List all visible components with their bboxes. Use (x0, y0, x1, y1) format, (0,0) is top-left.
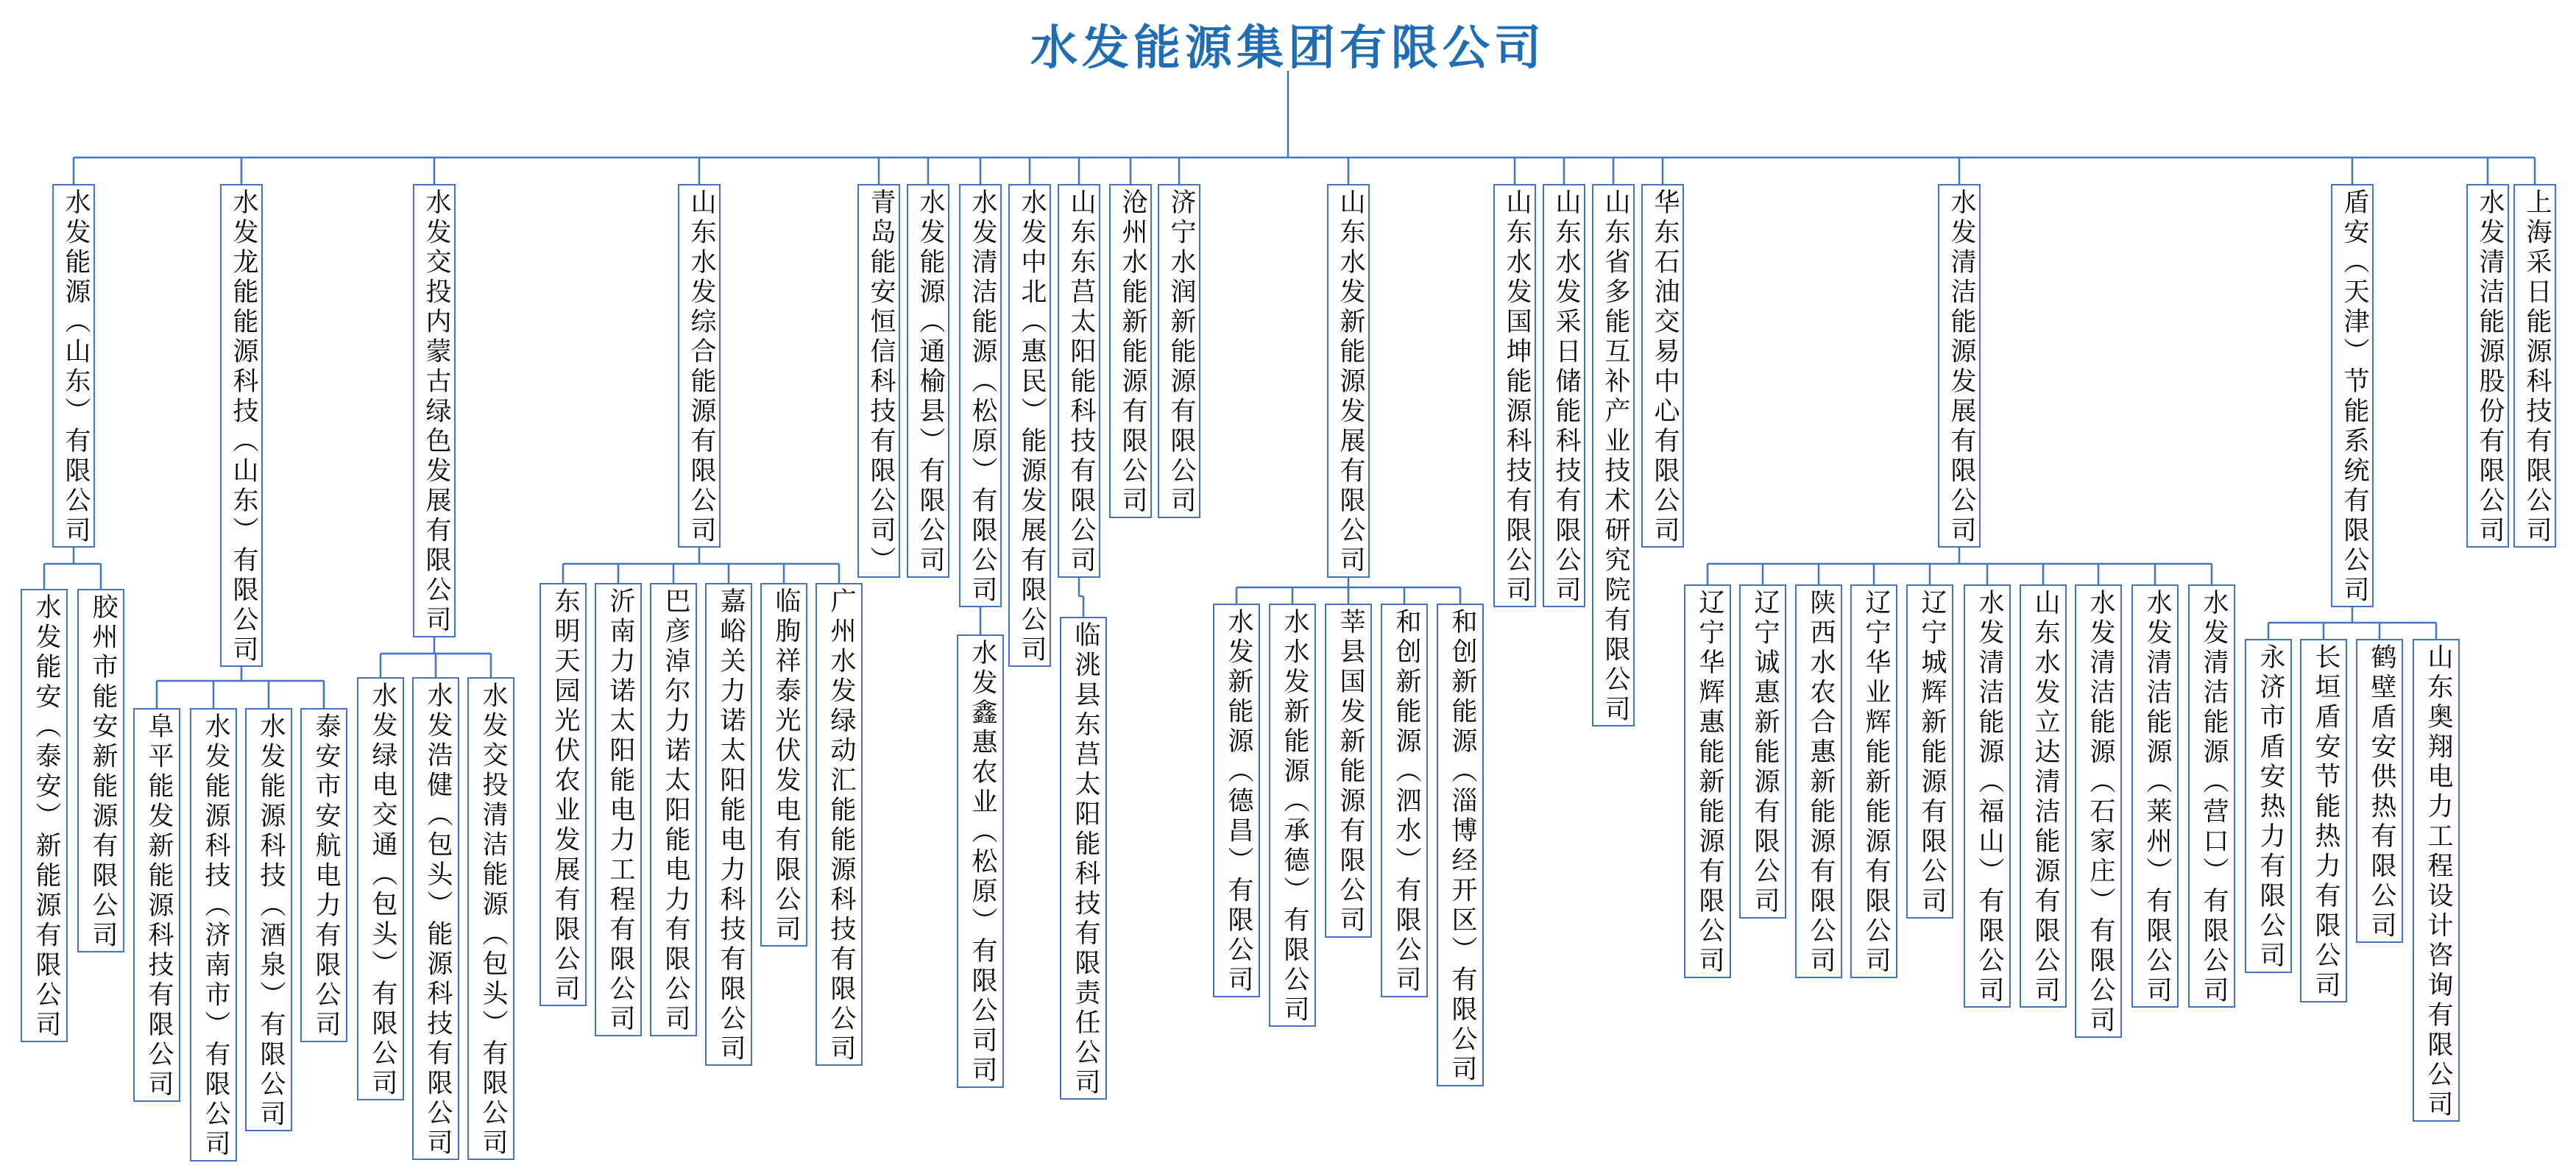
org-chart-title: 水发能源集团有限公司 (1030, 21, 1546, 76)
company-box-level3: 辽宁诚惠新能源有限公司 (1739, 584, 1786, 919)
company-box-level2: 水发中北（惠民）能源发展有限公司 (1008, 184, 1051, 667)
company-box-level3: 水发能源科技（济南市）有限公司 (190, 708, 237, 1161)
company-box-level2: 沧州水能新能源有限公司 (1109, 184, 1152, 518)
company-box-level3: 和创新能源（泗水）有限公司 (1381, 604, 1428, 997)
company-box-level3: 阜平能发新能源科技有限公司 (133, 708, 180, 1102)
company-box-level3: 山东奥翔电力工程设计咨询有限公司 (2413, 639, 2460, 1122)
company-box-level2: 山东水发国坤能源科技有限公司 (1493, 184, 1536, 607)
company-box-level2: 山东水发新能源发展有限公司 (1327, 184, 1370, 578)
company-box-level2: 山东水发采日储能科技有限公司 (1543, 184, 1585, 607)
company-box-level2: 水发能源（通榆县）有限公司 (907, 184, 949, 578)
company-box-level3: 东明天园光伏农业发展有限公司 (539, 583, 587, 1006)
company-box-level3: 和创新能源（淄博经开区）有限公司 (1437, 604, 1484, 1086)
company-box-level3: 水发交投清洁能源（包头）有限公司 (467, 677, 514, 1160)
company-box-level2: 青岛能安恒信科技有限公司） (857, 184, 900, 578)
company-box-level3: 水发鑫惠农业（松原）有限公司司 (957, 634, 1004, 1088)
company-box-level2: 济宁水润新能源有限公司 (1158, 184, 1200, 518)
company-box-level3: 莘县国发新能源有限公司 (1325, 604, 1372, 938)
company-box-level3: 水发绿电交通（包头）有限公司 (357, 677, 404, 1100)
company-box-level2: 水发清洁能源股份有限公司 (2466, 184, 2509, 548)
company-box-level3: 水发清洁能源（营口）有限公司 (2188, 584, 2235, 1008)
company-box-level3: 巴彦淖尔力诺太阳能电力有限公司 (650, 583, 697, 1036)
company-box-level3: 水水发新能源（承德）有限公司 (1269, 604, 1316, 1027)
company-box-level3: 陕西水农合惠新能源有限公司 (1795, 584, 1842, 978)
company-box-level3: 辽宁华业辉能新能源有限公司 (1850, 584, 1897, 978)
company-box-level2: 水发龙能能源科技（山东）有限公司 (220, 184, 263, 667)
company-box-level3: 临朐祥泰光伏发电有限公司 (760, 583, 807, 947)
company-box-level2: 山东水发综合能源有限公司 (678, 184, 721, 548)
company-box-level2: 山东省多能互补产业技术研究院有限公司 (1592, 184, 1635, 726)
company-box-level3: 鹤壁盾安供热有限公司 (2356, 639, 2403, 943)
company-box-level3: 水发能源科技（酒泉）有限公司 (245, 708, 292, 1131)
company-box-level3: 水发清洁能源（福山）有限公司 (1964, 584, 2011, 1008)
company-box-level2: 山东东莒太阳能科技有限公司 (1058, 184, 1100, 578)
company-box-level3: 山东水发立达清洁能源有限公司 (2020, 584, 2067, 1008)
company-box-level2: 水发能源（山东）有限公司 (52, 184, 95, 548)
company-box-level2: 水发交投内蒙古绿色发展有限公司 (413, 184, 456, 637)
company-box-level3: 长垣盾安节能热力有限公司 (2300, 639, 2347, 1003)
company-box-level3: 水发新能源（德昌）有限公司 (1213, 604, 1260, 997)
company-box-level3: 水发清洁能源（莱州）有限公司 (2131, 584, 2179, 1008)
company-box-level3: 辽宁城辉新能源有限公司 (1906, 584, 1953, 919)
company-box-level2: 上海采日能源科技有限公司 (2513, 184, 2556, 548)
company-box-level3: 水发清洁能源（石家庄）有限公司 (2075, 584, 2122, 1038)
company-box-level2: 水发清洁能源（松原）有限公司 (959, 184, 1002, 607)
company-box-level3: 临洮县东莒太阳能科技有限责任公司 (1060, 617, 1107, 1100)
company-box-level2: 盾安（天津）节能系统有限公司 (2331, 184, 2374, 607)
company-box-level2: 水发清洁能源发展有限公司 (1938, 184, 1981, 548)
company-box-level3: 辽宁华辉惠能新能源有限公司 (1684, 584, 1731, 978)
company-box-level3: 水发浩健（包头）能源科技有限公司 (412, 677, 459, 1160)
company-box-level3: 沂南力诺太阳能电力工程有限公司 (595, 583, 642, 1036)
company-box-level3: 泰安市安航电力有限公司 (300, 708, 347, 1042)
company-box-level3: 嘉峪关力诺太阳能电力科技有限公司 (705, 583, 752, 1066)
company-box-level3: 永济市盾安热力有限公司 (2245, 639, 2292, 973)
company-box-level3: 胶州市能安新能源有限公司 (77, 589, 124, 952)
company-box-level3: 水发能安（泰安）新能源有限公司 (21, 589, 68, 1042)
company-box-level3: 广州水发绿动汇能能源科技有限公司 (815, 583, 863, 1066)
company-box-level2: 华东石油交易中心有限公司 (1641, 184, 1684, 548)
